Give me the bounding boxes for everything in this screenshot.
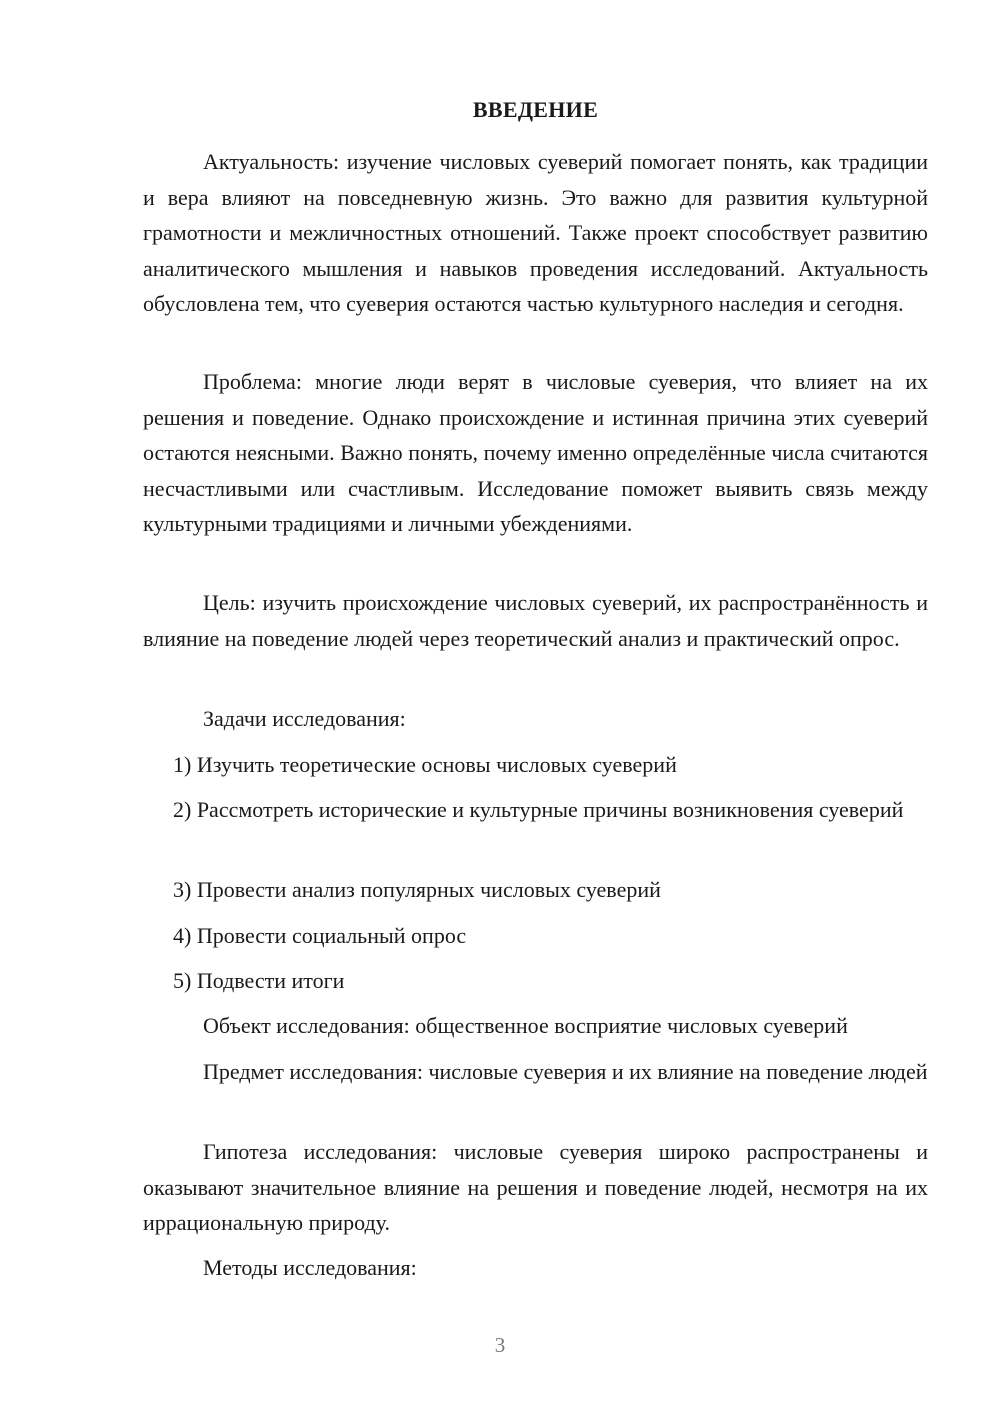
task-item-2: 2) Рассмотреть исторические и культурные причины возникновения суеверий xyxy=(173,797,904,822)
paragraph-hypothesis: Гипотеза исследования: числовые суеверия широко распространены и оказывают значительное влияние на решения и поведение людей, несмотря на их иррациональную природу. xyxy=(143,1139,928,1235)
task-item-1: 1) Изучить теоретические основы числовых суеверий xyxy=(173,752,677,777)
task-item-4: 4) Провести социальный опрос xyxy=(173,923,467,948)
task-item-5: 5) Подвести итоги xyxy=(173,968,345,993)
paragraph-object: Объект исследования: общественное восприятие числовых суеверий xyxy=(203,1013,848,1038)
task-item-3: 3) Провести анализ популярных числовых суеверий xyxy=(173,877,661,902)
paragraph-subject: Предмет исследования: числовые суеверия и их влияние на поведение людей xyxy=(203,1059,928,1084)
page-number: 3 xyxy=(494,1333,506,1357)
paragraph-methods: Методы исследования: xyxy=(203,1255,417,1280)
paragraph-relevance: Актуальность: изучение числовых суеверий помогает понять, как традиции и вера влияют на повседневную жизнь. Это важно для развития культурной грамотности и межличностных отношений. Также проект способствует развитию аналитического мышления и навыков проведения исследований. Актуальность обусловлена тем, что суеверия остаются частью культурного наследия и сегодня. xyxy=(143,149,928,316)
tasks-title: Задачи исследования: xyxy=(203,706,406,731)
section-heading: ВВЕДЕНИЕ xyxy=(472,97,599,122)
paragraph-problem: Проблема: многие люди верят в числовые суеверия, что влияет на их решения и поведение. Однако происхождение и истинная причина этих суеверий остаются неясными. Важно понять, почему именно определённые числа считаются несчастливыми или счастливым. Исследование поможет выявить связь между культурными традициями и личными убеждениями. xyxy=(143,369,928,536)
paragraph-goal: Цель: изучить происхождение числовых суеверий, их распространённость и влияние на поведение людей через теоретический анализ и практический опрос. xyxy=(143,590,928,651)
